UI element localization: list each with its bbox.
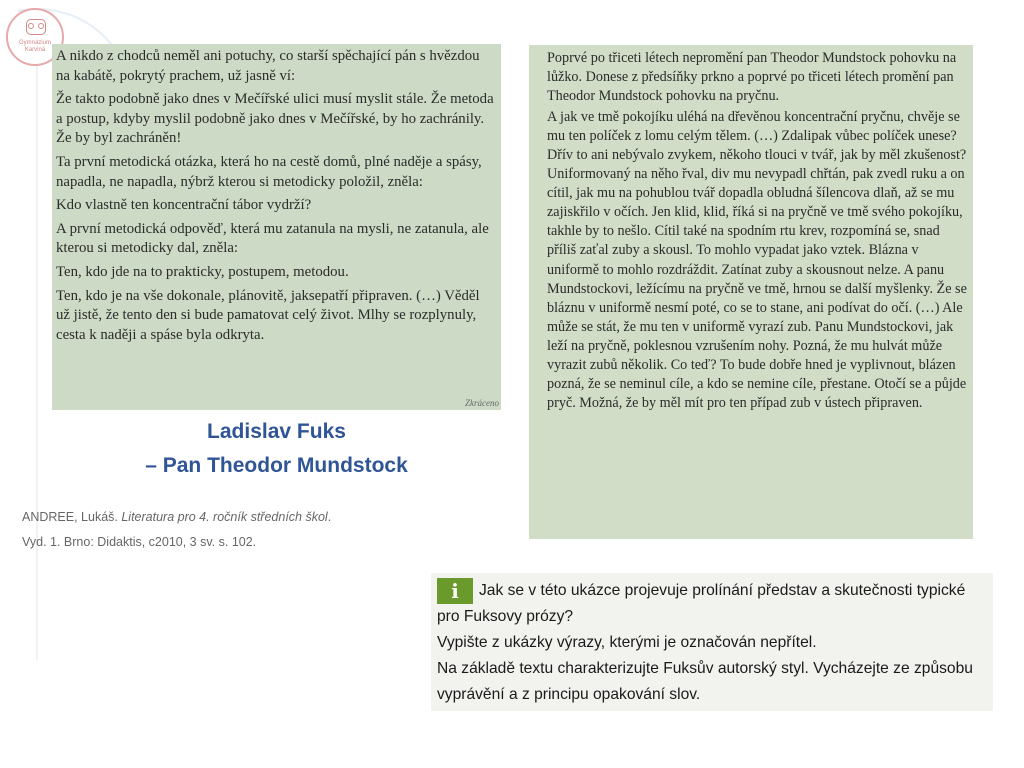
decorative-line: [36, 40, 38, 660]
task-box: [431, 573, 993, 711]
excerpt-right-paragraph: Poprvé po třiceti létech nepromění pan Theodor Mundstock pohovku na lůžko. Donese z předsíňky prkno a poprvé po třiceti létech promění pan Theodor Mundstock pohovku na pryčnu.: [547, 50, 957, 105]
info-icon: i: [437, 578, 473, 604]
excerpt-left-paragraph: Ten, kdo jde na to prakticky, postupem, metodou.: [56, 263, 349, 280]
excerpt-left-note: Zkráceno: [465, 398, 499, 409]
excerpt-left-paragraph: Ten, kdo je na vše dokonale, plánovitě, jaksepatří připraven. (…) Věděl už jistě, že tento den si bude pamatovat celý život. Mlhy se rozplynuly, cesta k naději a spáse byla odkryta.: [56, 287, 480, 343]
excerpt-left-paragraph: Kdo vlastně ten koncentrační tábor vydrží?: [56, 197, 312, 214]
citation-author: ANDREE, Lukáš.: [22, 510, 122, 524]
citation-book-title: Literatura pro 4. ročník středních škol: [121, 510, 328, 524]
slide-title-work: – Pan Theodor Mundstock: [145, 454, 408, 477]
task-question-3: Na základě textu charakterizujte Fuksův autorský styl. Vycházejte ze způsobu vyprávění a z principu opakování slov.: [437, 660, 973, 703]
excerpt-left-scan: [52, 44, 501, 410]
task-question-1: Jak se v této ukázce projevuje prolínání představ a skutečnosti typické pro Fuksovy prózy?: [437, 582, 966, 625]
citation-punct: .: [327, 510, 332, 524]
logo-text-line2: Karviná: [24, 47, 46, 53]
task-line: [437, 578, 987, 630]
excerpt-right-paragraph: A jak ve tmě pokojíku uléhá na dřevěnou koncentrační pryčnu, chvěje se mu ten políček z lomu celým tělem. (…) Zdalipak vůbec políček unese? Dřív to ani nebývalo zvykem, někoho tlouci v tvář, jak by měl zkušenost? Uniformovaný na něho řval, div mu nevypadl chřtán, pak zvedl ruku a on cítil, jak mu na pohublou tvář dopadla obludná šílencova dlaň, až se mu zajiskřilo v očích. Jen klid, klid, říká si na pryčně ve tmě svého pokojíku, takhle by to nešlo. Cítil také na spodním rtu krev, rozpomíná se, snad příliš zaťal zuby a skousl. To mohlo vypadat jako vztek. Blázna v uniformě to mohlo rozdráždit. Zatínat zuby a skousnout nelze. A panu Mundstockovi, ležícímu na pryčně ve tmě, hrnou se další myšlenky. Že se bláznu v uniformě nesmí poté, co se to stane, ani podívat do očí. (…) Ale může se stát, že mu ten v uniformě vyrazí zub. Panu Mundstockovi, jak leží na pryčně, poklesnou vzrušením nohy. Pozná, že mu hulvát může vyrazit zubů několik. Co teď? To bude dobře hned je vyplivnout, blázen pozná, že se neminul cíle, a kdo se nemine cíle, přestane. Otočí se a půjde pryč. Možná, že by měl mít pro ten případ zub v ústech připraven.: [547, 109, 967, 411]
excerpt-left-paragraph: A první metodická odpověď, která mu zatanula na mysli, ne zatanula, ale kterou si metodicky dal, zněla:: [56, 220, 489, 257]
owl-icon: [26, 19, 46, 35]
logo-text-line1: Gymnázium: [18, 40, 51, 46]
task-question-2: Vypište z ukázky výrazy, kterými je označován nepřítel.: [437, 634, 817, 651]
excerpt-left-paragraph: Ta první metodická otázka, která ho na cestě domů, plné naděje a spásy, napadla, ne napadla, nýbrž kterou si metodicky položil, zněla:: [56, 153, 482, 190]
slide-title-author: Ladislav Fuks: [207, 420, 346, 443]
excerpt-left-paragraph: A nikdo z chodců neměl ani potuchy, co starší spěchající pán s hvězdou na kabátě, pokrytý prachem, už jasně ví:: [56, 48, 480, 84]
excerpt-left-paragraph: Že takto podobně jako dnes v Mečířské ulici musí myslit stále. Že metoda a postup, kdyby myslil podobně jako dnes v Mečířské, by ho zachránily. Že by byl zachráněn!: [56, 91, 494, 147]
citation-line1: [22, 510, 331, 524]
citation-line2: Vyd. 1. Brno: Didaktis, c2010, 3 sv. s. 102.: [22, 535, 257, 549]
excerpt-right-scan: [529, 45, 973, 539]
